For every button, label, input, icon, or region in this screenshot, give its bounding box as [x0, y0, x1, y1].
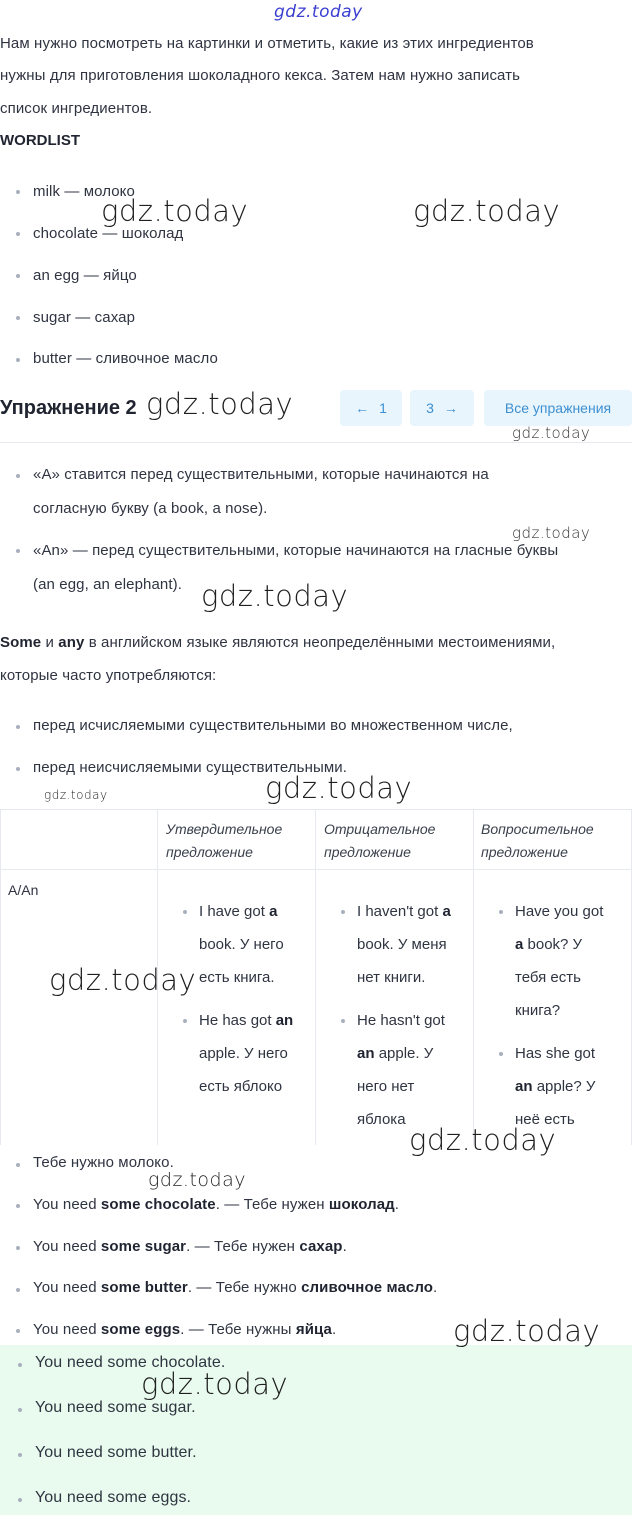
article-rule-a-line-1: «А» ставится перед существительными, которые начинаются на [33, 466, 489, 483]
table-header-question [481, 818, 594, 864]
bullet-icon [16, 1246, 20, 1250]
table-header-affirmative [166, 818, 282, 864]
some-any-rest: в английском языке являются неопределёнными местоимениями, [84, 634, 556, 651]
affirmative-example-2 [199, 1004, 293, 1103]
header-line: Отрицательное [324, 821, 436, 837]
watermark: gdz.today [413, 194, 561, 228]
translation-item [33, 1238, 347, 1255]
example-text: I have got [199, 903, 270, 920]
bullet-icon [16, 1163, 20, 1167]
tr-bold: some butter [100, 1279, 188, 1296]
bullet-icon [16, 1329, 20, 1333]
header-line: Утвердительное [166, 821, 283, 837]
example-article: a [515, 936, 524, 953]
tr-text: You need [33, 1196, 101, 1213]
bullet-icon [499, 910, 503, 914]
all-exercises-button[interactable]: Все упражнения [484, 390, 632, 426]
section-divider [0, 442, 632, 443]
watermark: gdz.today [512, 524, 591, 542]
answer-item: You need some eggs. [35, 1489, 192, 1506]
bullet-icon [341, 910, 345, 914]
bullet-icon [18, 1498, 22, 1502]
wordlist-title: WORDLIST [0, 132, 80, 149]
tr-text: . [433, 1279, 438, 1296]
next-exercise-label: 3 [426, 400, 434, 416]
wordlist-item: butter — сливочное масло [33, 350, 218, 367]
tr-bold: some sugar [100, 1238, 187, 1255]
intro-line-3: список ингредиентов. [0, 100, 153, 117]
bullet-icon [16, 725, 20, 729]
next-exercise-button[interactable] [410, 390, 474, 426]
wordlist-item: milk — молоко [33, 183, 135, 200]
translation-item: Тебе нужно молоко. [33, 1154, 174, 1171]
bullet-icon [341, 1019, 345, 1023]
article-rule-a-line-2: согласную букву (a book, a nose). [33, 500, 268, 517]
table-header-negative [324, 818, 435, 864]
watermark: gdz.today [409, 1123, 557, 1157]
and-word: и [41, 634, 59, 651]
watermark: gdz.today [49, 963, 197, 997]
bullet-icon [16, 474, 20, 478]
question-example-1 [515, 895, 603, 1027]
watermark: gdz.today [512, 424, 591, 442]
tr-bold: some chocolate [100, 1196, 216, 1213]
tr-text: You need [33, 1321, 101, 1338]
bullet-icon [16, 549, 20, 553]
example-article: an [275, 1012, 294, 1029]
any-word: any [58, 634, 85, 651]
usage-item: перед исчисляемыми существительными во множественном числе, [33, 717, 513, 734]
tr-text: You need [33, 1238, 101, 1255]
bullet-icon [18, 1363, 22, 1367]
some-any-line-1 [0, 634, 555, 651]
exercise-title: Упражнение 2 [0, 397, 137, 419]
negative-example-2 [357, 1004, 445, 1136]
tr-text: . — Тебе нужен [186, 1238, 300, 1255]
answer-item: You need some chocolate. [35, 1354, 226, 1371]
example-line: тебя есть [515, 969, 581, 986]
prev-exercise-button[interactable] [340, 390, 402, 426]
example-text: Has she got [515, 1045, 596, 1062]
bullet-icon [16, 1288, 20, 1292]
translation-item [33, 1321, 336, 1338]
tr-text: . [331, 1321, 337, 1338]
tr-text: . [394, 1196, 400, 1213]
answer-item: You need some butter. [35, 1444, 197, 1461]
tr-bold: яйца [295, 1321, 332, 1338]
translation-item [33, 1196, 399, 1213]
header-line: предложение [324, 844, 411, 860]
tr-text: You need [33, 1279, 101, 1296]
bullet-icon [16, 190, 20, 194]
watermark: gdz.today [141, 1367, 289, 1401]
table-border-top [0, 809, 632, 810]
bullet-icon [16, 1204, 20, 1208]
bullet-icon [16, 767, 20, 771]
intro-line-2: нужны для приготовления шоколадного кекса. Затем нам нужно записать [0, 67, 521, 84]
example-line: apple. У [378, 1045, 434, 1062]
table-row-label: A/An [8, 882, 39, 898]
example-article: a [269, 903, 278, 920]
table-border-left [0, 809, 1, 1145]
tr-bold: some eggs [100, 1321, 181, 1338]
bullet-icon [499, 1052, 503, 1056]
example-line: apple. У него [199, 1045, 288, 1062]
tr-bold: сахар [299, 1238, 343, 1255]
tr-text: . — Тебе нужен [215, 1196, 329, 1213]
example-line: book. У него [199, 936, 284, 953]
example-line: есть яблоко [199, 1078, 283, 1095]
example-line: книга? [515, 1002, 561, 1019]
bullet-icon [16, 232, 20, 236]
tr-bold: сливочное масло [301, 1279, 434, 1296]
prev-exercise-label: 1 [379, 400, 387, 416]
table-col-divider [315, 809, 316, 1145]
bullet-icon [16, 316, 20, 320]
header-line: предложение [166, 844, 253, 860]
article-rule-an-line-2: (an egg, an elephant). [33, 576, 182, 593]
header-line: Вопросительное [481, 821, 594, 837]
bullet-icon [16, 358, 20, 362]
table-col-divider [473, 809, 474, 1145]
watermark: gdz.today [101, 194, 249, 228]
table-border-header [0, 869, 632, 870]
wordlist-item: chocolate — шоколад [33, 225, 184, 242]
arrow-left-icon: ← [355, 400, 370, 416]
example-line: book. У меня [357, 936, 447, 953]
translation-item [33, 1279, 437, 1296]
header-line: предложение [481, 844, 568, 860]
tr-text: . [342, 1238, 347, 1255]
example-text: I haven't got [357, 903, 443, 920]
example-line: нет книги. [357, 969, 426, 986]
wordlist-item: sugar — сахар [33, 309, 136, 326]
example-article: an [357, 1045, 375, 1062]
article-rule-an-line-1: «An» — перед существительными, которые начинаются на гласные буквы [33, 542, 559, 559]
tr-text: . — Тебе нужны [180, 1321, 296, 1338]
bullet-icon [183, 1019, 187, 1023]
example-line: него нет [357, 1078, 415, 1095]
watermark: gdz.today [148, 1169, 246, 1191]
example-line: apple? У [536, 1078, 596, 1095]
example-text: He hasn't got [357, 1012, 445, 1029]
example-text: Have you got [515, 903, 604, 920]
bullet-icon [16, 274, 20, 278]
some-word: Some [0, 634, 42, 651]
watermark: gdz.today [265, 771, 413, 805]
bullet-icon [18, 1453, 22, 1457]
some-any-line-2: которые часто употребляются: [0, 667, 217, 684]
watermark-top: gdz.today [274, 2, 363, 22]
example-line: яблока [357, 1111, 406, 1128]
tr-text: . — Тебе нужно [187, 1279, 302, 1296]
negative-example-1 [357, 895, 451, 994]
watermark: gdz.today [44, 788, 108, 802]
bullet-icon [18, 1408, 22, 1412]
example-line: book? У [527, 936, 583, 953]
intro-line-1: Нам нужно посмотреть на картинки и отметить, какие из этих ингредиентов [0, 35, 534, 52]
watermark: gdz.today [201, 579, 349, 613]
affirmative-example-1 [199, 895, 284, 994]
watermark: gdz.today [146, 387, 294, 421]
example-article: an [515, 1078, 533, 1095]
arrow-right-icon: → [443, 400, 458, 416]
tr-bold: шоколад [328, 1196, 395, 1213]
example-line: неё есть [515, 1111, 575, 1128]
question-example-2 [515, 1037, 595, 1136]
wordlist-item: an egg — яйцо [33, 267, 137, 284]
watermark: gdz.today [453, 1314, 601, 1348]
usage-item: перед неисчисляемыми существительными. [33, 759, 348, 776]
example-text: He has got [199, 1012, 276, 1029]
example-article: a [442, 903, 451, 920]
answer-item: You need some sugar. [35, 1399, 196, 1416]
bullet-icon [183, 910, 187, 914]
example-line: есть книга. [199, 969, 275, 986]
